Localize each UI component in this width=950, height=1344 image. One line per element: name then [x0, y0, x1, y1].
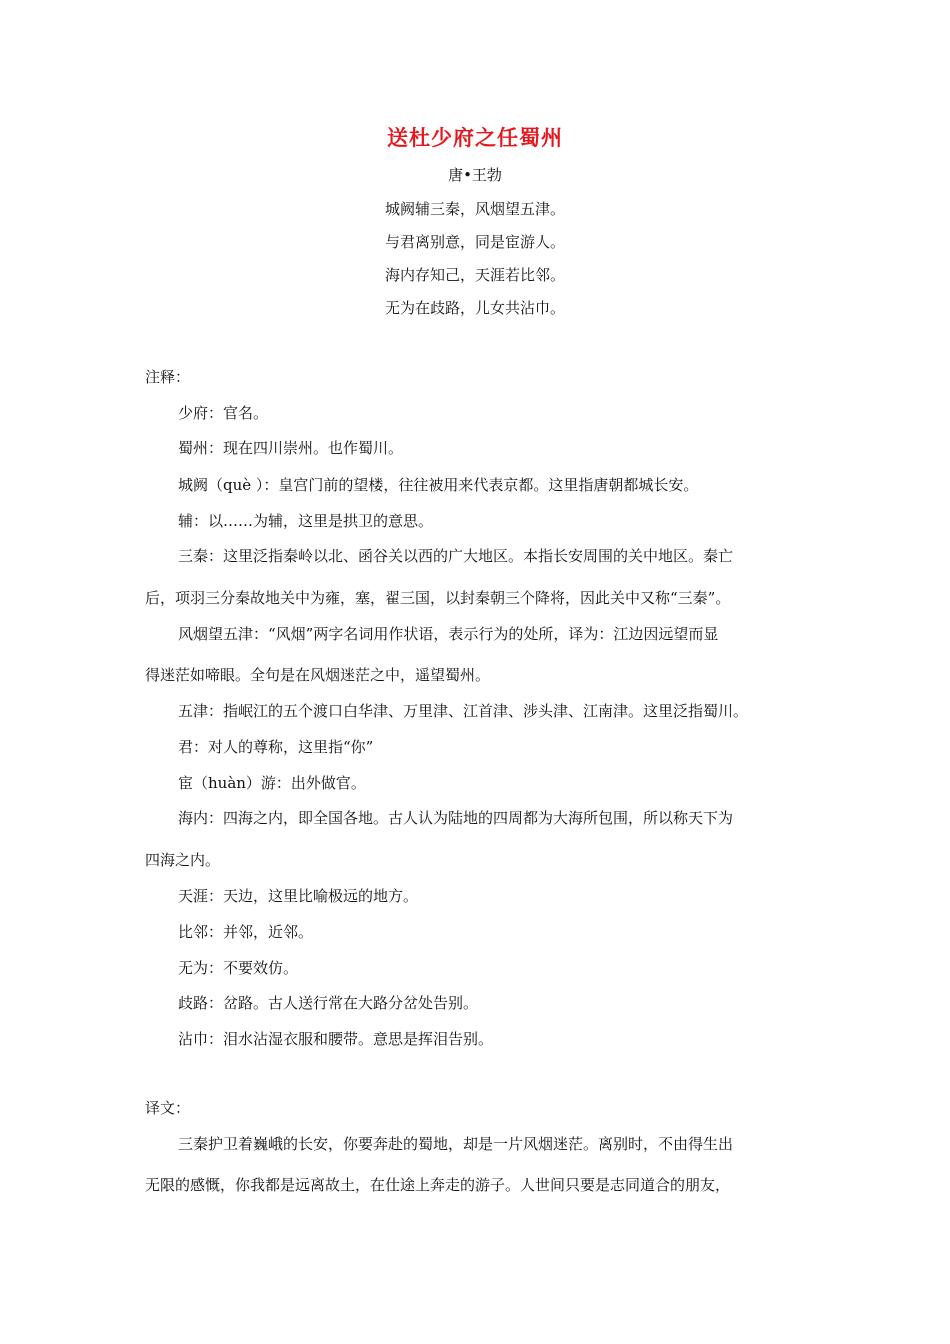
note-line: 风烟望五津：“风烟”两字名词用作状语，表示行为的处所，译为：江边因远望而显 — [178, 625, 719, 643]
note-line: 君：对人的尊称，这里指“你” — [178, 738, 374, 756]
notes-heading: 注释： — [145, 368, 191, 386]
poem-line: 无为在歧路，儿女共沾巾。 — [384, 299, 565, 317]
note-line: 无为：不要效仿。 — [178, 959, 299, 977]
note-line: 蜀州：现在四川崇州。也作蜀川。 — [178, 439, 404, 457]
poem-line: 与君离别意，同是宦游人。 — [384, 233, 565, 251]
note-line: 得迷茫如啼眼。全句是在风烟迷茫之中，遥望蜀州。 — [145, 666, 491, 684]
note-line: 海内：四海之内，即全国各地。古人认为陆地的四周都为大海所包围，所以称天下为 — [178, 809, 734, 827]
poem-title: 送杜少府之任蜀州 — [387, 125, 563, 150]
poem-author: 唐•王勃 — [448, 166, 502, 184]
translation-line: 无限的感慨，你我都是远离故土，在仕途上奔走的游子。人世间只要是志同道合的朋友， — [145, 1176, 731, 1194]
note-line: 后，项羽三分秦故地关中为雍，塞，翟三国，以封秦朝三个降将，因此关中又称“三秦”。 — [145, 589, 731, 607]
translation-heading: 译文： — [145, 1099, 191, 1117]
note-line: 沾巾：泪水沾湿衣服和腰带。意思是挥泪告别。 — [178, 1030, 494, 1048]
note-line: 辅：以……为辅，这里是拱卫的意思。 — [178, 512, 434, 530]
note-line: 城阙（què ）：皇宫门前的望楼，往往被用来代表京都。这里指唐朝都城长安。 — [178, 476, 699, 494]
translation-line: 三秦护卫着巍峨的长安，你要奔赴的蜀地，却是一片风烟迷茫。离别时，不由得生出 — [178, 1135, 734, 1153]
note-line: 少府：官名。 — [178, 404, 269, 422]
note-line: 五津：指岷江的五个渡口白华津、万里津、江首津、涉头津、江南津。这里泛指蜀川。 — [178, 702, 749, 720]
note-line: 四海之内。 — [145, 851, 221, 869]
note-line: 三秦：这里泛指秦岭以北、函谷关以西的广大地区。本指长安周围的关中地区。秦亡 — [178, 547, 734, 565]
poem-line: 城阙辅三秦，风烟望五津。 — [384, 200, 565, 218]
note-line: 歧路：岔路。古人送行常在大路分岔处告别。 — [178, 994, 479, 1012]
poem-line: 海内存知己，天涯若比邻。 — [384, 266, 565, 284]
note-line: 比邻：并邻，近邻。 — [178, 923, 314, 941]
note-line: 天涯：天边，这里比喻极远的地方。 — [178, 887, 419, 905]
note-line: 宦（huàn）游：出外做官。 — [178, 774, 366, 792]
